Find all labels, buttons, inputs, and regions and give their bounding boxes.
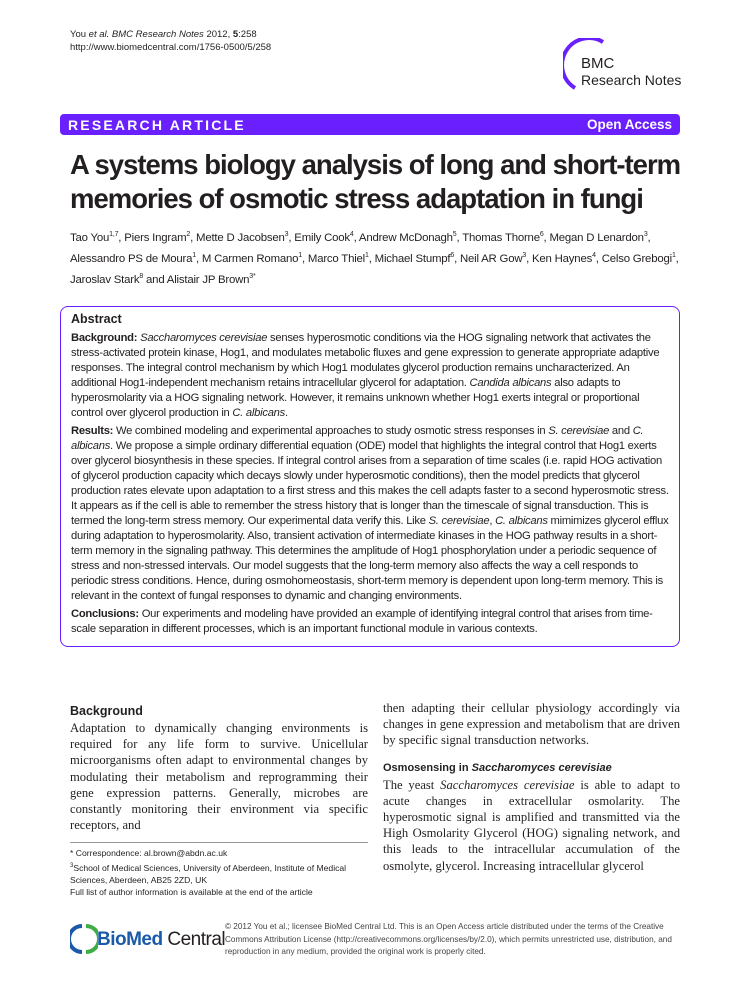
abstract-section: [71, 424, 669, 604]
italic-text: C. albicans: [232, 407, 285, 419]
logo-central: Central: [162, 929, 226, 950]
body-paragraph: [383, 777, 680, 874]
author-affiliation: 6: [539, 231, 544, 238]
author-affiliation: 1: [365, 251, 369, 259]
text-segment: .: [284, 407, 288, 419]
italic-text: S. cerevisiae: [428, 515, 490, 527]
italic-text: Saccharomyces cerevisiae: [471, 761, 612, 774]
correspondence-email[interactable]: al.brown@abdn.ac.uk: [144, 848, 228, 858]
italic-text: Candida albicans: [469, 377, 552, 389]
author-name: Piers Ingram: [124, 231, 187, 244]
author-affiliation: 4: [592, 251, 596, 259]
author-name: Neil AR Gow: [460, 252, 523, 265]
citation-volume: 5: [232, 29, 239, 40]
author-name: Megan D Lenardon: [549, 231, 644, 244]
author-name: Marco Thiel: [307, 252, 366, 265]
author-name: Mette D Jacobsen: [196, 231, 285, 244]
citation-etal: et al.: [88, 29, 110, 40]
author-name: Celso Grebogi: [601, 252, 672, 265]
author-name: Thomas Thorne: [462, 231, 540, 244]
logo-biomed: BioMed: [97, 929, 163, 950]
abstract-section: [71, 607, 669, 637]
text-segment: We combined modeling and experimental approaches to study osmotic stress responses in: [116, 425, 549, 437]
abstract-heading: Abstract: [71, 312, 122, 326]
italic-text: S. cerevisiae: [548, 425, 610, 437]
text-segment: senses hyperosmotic conditions via the HOG signaling network that activates the stress-activated protein kinase, Hog1, and modulates metabolic fluxes and gene expression to generate appropriate adaptive responses. The integral control mechanism by which Hog1 modulates glycerol production remains uncharacterized. An additional Hog1-independent mechanism retains intracellular glycerol for adaptation.: [71, 332, 660, 389]
background-heading: Background: [70, 704, 143, 718]
author-list: Tao You$^{1,7}$, Piers Ingram$^2$, Mette D Jacobsen$^3$, Emily Cook$^4$, Andrew McDonagh$^5$, Thomas Thorne$^6$, Megan D Lenardon$^3$, Alessandro PS de Moura$^1$, M Carmen Romano$^1$, Marco Thiel$^1$, Michael Stumpf$^6$, Neil AR Gow$^3$, Ken Haynes$^4$, Celso Grebogi$^1$, Jaroslav Stark$^8$ and Alistair JP Brown$^{3*}$: [70, 231, 679, 286]
author-name: Andrew McDonagh: [358, 231, 453, 244]
logo-line2: Research Notes: [581, 72, 682, 88]
background-paragraph: [70, 720, 368, 833]
author-affiliation: 1: [192, 251, 196, 259]
citation-journal: BMC Research Notes: [111, 29, 204, 40]
italic-text: C. albicans: [71, 425, 644, 452]
author-name: Alistair JP Brown: [166, 273, 250, 286]
left-column: [70, 702, 368, 833]
text-segment: also adapts to hyperosmolarity via a HOG signaling network. However, it remains unknown whether Hog1 exerts integral or proportional control over glycerol production in: [71, 377, 640, 419]
author-name: Ken Haynes: [532, 252, 593, 265]
abstract-section-label: Conclusions:: [71, 608, 139, 620]
text-segment: then adapting their cellular physiology accordingly via changes in gene expression and metabolism that are driven by specific signal transduction networks.: [383, 701, 680, 748]
article-url[interactable]: http://www.biomedcentral.com/1756-0500/5/258: [70, 42, 272, 53]
text-segment: ,: [489, 515, 496, 527]
author-affiliation: 3: [522, 251, 527, 259]
citation-year: 2012,: [206, 29, 231, 40]
text-segment: is able to adapt to acute changes in extracellular osmolarity. The hyperosmotic signal is amplified and transmitted via the High Osmolarity Glycerol (HOG) signaling network, and this leads to the intracellular accumulation of the osmolyte, glycerol. Increasing intracellular glycerol: [383, 777, 680, 873]
text-segment: mimimizes glycerol efflux during adaptation to hyperosmolarity. Also, transient activation of intermediate kinases in the HOG pathway results in a short-term memory in the signaling pathway. This determines the amplitude of Hog1 phosphorylation under a periodic sequence of stress and non-stressed intervals. Our model suggests that the long-term memory also affects the way a cell responds to periodic stress conditions. Hence, during osmohomeostasis, short-term memory is dependent upon long-term memory. This is relevant in the context of fungal responses to dynamic and changing environments.: [71, 515, 669, 602]
author-affiliation: 4: [349, 231, 354, 238]
text-segment: Osmosensing in: [383, 761, 472, 774]
author-name: Jaroslav Stark: [70, 273, 140, 286]
author-affiliation: 3: [284, 231, 289, 238]
author-name: Alessandro PS de Moura: [70, 252, 193, 265]
osmosensing-heading: [383, 759, 680, 777]
author-info-note: Full list of author information is available at the end of the article: [70, 887, 313, 898]
page-footer: [70, 922, 690, 972]
author-affiliation: 6: [450, 251, 455, 259]
author-name: Michael Stumpf: [374, 252, 451, 265]
author-affiliation: 2: [186, 231, 191, 238]
author-affiliation: 3: [643, 231, 648, 238]
author-affiliation: 3*: [249, 272, 256, 280]
author-affiliation: 1: [298, 251, 302, 259]
citation-author: You: [70, 29, 87, 40]
abstract-sections: [71, 331, 669, 637]
affiliation: School of Medical Sciences, University of Aberdeen, Institute of Medical Sciences, Aberdeen, AB25 2ZD, UK: [70, 862, 347, 885]
citation-page: :258: [238, 29, 257, 40]
article-title: A systems biology analysis of long and short-term memories of osmotic stress adaptation in fungi: [70, 149, 681, 214]
text-segment: The yeast: [383, 777, 441, 792]
logo-line1: BMC: [581, 55, 615, 72]
author-affiliation: 8: [139, 272, 144, 280]
text-segment: Our experiments and modeling have provided an example of identifying integral control that arises from time-scale separation in different processes, which is an important functional module in various contexts.: [71, 608, 653, 635]
text-segment: and: [609, 425, 633, 437]
open-access-label: Open Access: [586, 117, 672, 132]
italic-text: Saccharomyces cerevisiae: [140, 332, 268, 344]
author-affiliation: 1,7: [109, 231, 119, 238]
footnotes: [70, 842, 368, 899]
italic-text: C. albicans: [495, 515, 548, 527]
text-segment: . We propose a simple ordinary differential equation (ODE) model that highlights the integral control that Hog1 exerts over glycerol biosynthesis in these species. If integral control arises from a separation of time scales (i.e. rapid HOG activation of glycerol production capacity which decays slowly under hyperosmotic conditions), then the model predicts that glycerol production rates elevate upon adaptation to a first stress and this makes the cell adapts faster to a second hyperosmotic stress. It appears as if the cell is able to remember the stress history that is longer than the timescale of signal transduction. This is termed the long-term stress memory. Our experimental data verify this. Like: [71, 440, 669, 527]
italic-text: Saccharomyces cerevisiae: [440, 777, 575, 792]
affiliation-number: 3: [70, 862, 74, 869]
article-type: RESEARCH ARTICLE: [68, 116, 246, 133]
author-name: M Carmen Romano: [201, 252, 299, 265]
license-text: © 2012 You et al.; licensee BioMed Central Ltd. This is an Open Access article distributed under the terms of the Creative Commons Attribution License (http://creativecommons.org/licenses/by/2.0), which permits unrestricted use, distribution, and reproduction in any medium, provided the original work is properly cited.: [225, 922, 672, 956]
abstract-section: [71, 331, 669, 421]
biomed-central-logo: [70, 922, 226, 956]
author-name: Emily Cook: [294, 231, 350, 244]
citation-header: [70, 28, 271, 54]
text-segment: Adaptation to dynamically changing environments is required for any life form to survive. Unicellular microorganisms often adapt to environmental changes by modulating their metabolism and reprogramming their gene expression patterns. Generally, microbes are constantly monitoring their environment via specific receptors, and: [70, 721, 368, 833]
author-affiliation: 5: [452, 231, 457, 238]
bmc-logo-icon: [70, 922, 98, 956]
journal-logo: [563, 38, 693, 98]
correspondence-label: * Correspondence:: [70, 848, 145, 858]
body-paragraph: [383, 700, 680, 749]
right-column: [383, 700, 680, 874]
abstract-section-label: Results:: [71, 425, 114, 437]
article-type-banner: [60, 114, 680, 135]
author-affiliation: 1: [671, 251, 676, 259]
abstract-section-label: Background:: [71, 332, 138, 344]
author-name: Tao You: [70, 231, 110, 244]
abstract-box: [60, 306, 680, 647]
